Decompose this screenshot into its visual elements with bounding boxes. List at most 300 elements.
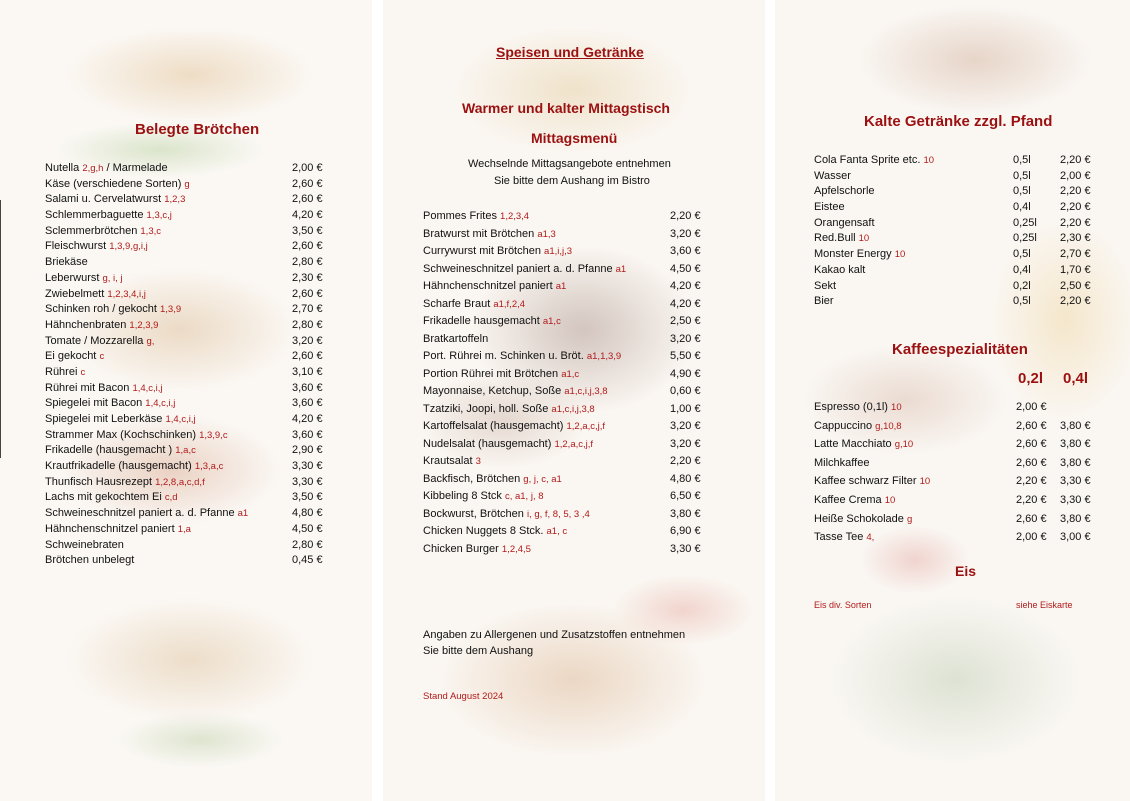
- item-name: Fleischwurst: [45, 240, 107, 253]
- menu-item-row: [45, 349, 335, 365]
- item-name: Latte Macchiato: [814, 438, 892, 451]
- item-price: 2,00 €: [292, 162, 323, 174]
- item-name: Schweinebraten: [45, 538, 124, 551]
- item-price: 3,10 €: [292, 365, 323, 378]
- item-name: Cola Fanta Sprite etc.: [814, 154, 921, 166]
- menu-item-label: [814, 153, 934, 169]
- item-name: Wasser: [814, 169, 851, 182]
- menu-item-row: [814, 216, 1104, 232]
- item-name: Ei gekocht: [45, 350, 97, 363]
- item-price: 2,80 €: [292, 538, 323, 551]
- item-price: 6,90 €: [670, 525, 701, 537]
- menu-item-row: [814, 437, 1104, 456]
- item-price: 2,20 €: [1060, 185, 1091, 198]
- item-name: Leberwurst: [45, 271, 100, 284]
- allergen-code: 10: [894, 249, 906, 261]
- coffee-section-title: Kaffeespezialitäten: [892, 341, 1028, 358]
- menu-item-label: [423, 314, 561, 330]
- item-size: 0,5l: [1013, 169, 1031, 182]
- menu-item-row: [45, 239, 335, 255]
- menu-item-label: [45, 255, 88, 271]
- menu-item-label: [814, 512, 912, 528]
- menu-item-label: [45, 522, 191, 538]
- menu-item-row: [423, 297, 713, 315]
- allergen-code: 1,2,3: [164, 194, 186, 206]
- menu-item-row: [423, 314, 713, 332]
- menu-item-row: [423, 472, 713, 490]
- item-price: 2,20 €: [1060, 201, 1091, 214]
- menu-item-row: [814, 474, 1104, 493]
- menu-item-label: [423, 209, 529, 225]
- allergen-code: 1,3,c,j: [146, 210, 172, 222]
- item-name: Salami u. Cervelatwurst: [45, 193, 162, 206]
- menu-item-row: [814, 400, 1104, 419]
- item-price: 0,60 €: [670, 385, 701, 397]
- item-price: 4,80 €: [292, 507, 323, 520]
- menu-item-row: [423, 419, 713, 437]
- allergen-code: 1,3,a,c: [194, 461, 224, 473]
- page-title: Speisen und Getränke: [496, 44, 644, 60]
- item-name: Sekt: [814, 279, 837, 292]
- menu-item-label: [423, 507, 590, 523]
- item-name: Kibbeling 8 Stck: [423, 490, 502, 502]
- item-name: Frikadelle hausgemacht: [423, 315, 540, 327]
- item-size: 0,25l: [1013, 232, 1037, 245]
- menu-item-row: [423, 542, 713, 560]
- menu-item-row: [45, 161, 335, 177]
- stand-date: Stand August 2024: [423, 691, 504, 702]
- item-name: Schweineschnitzel paniert a. d. Pfanne: [423, 262, 613, 275]
- item-price: 4,50 €: [670, 262, 701, 275]
- menu-item-label: [423, 262, 626, 278]
- allergen-code: c,d: [164, 492, 178, 504]
- menu-item-row: [814, 512, 1104, 531]
- menu-item-row: [814, 294, 1104, 310]
- item-name: Bockwurst, Brötchen: [423, 507, 524, 520]
- item-name: Scharfe Braut: [423, 297, 491, 310]
- menu-item-label: [45, 538, 124, 554]
- menu-item-label: [423, 367, 579, 383]
- item-price: 5,50 €: [670, 350, 701, 362]
- menu-item-label: [45, 334, 154, 350]
- allergen-code: c, a1, j, 8: [504, 491, 544, 502]
- menu-item-row: [423, 227, 713, 245]
- allergen-code: 4,: [866, 532, 875, 544]
- item-price-small: 2,60 €: [1016, 456, 1047, 469]
- allergen-code: a1: [237, 508, 249, 520]
- menu-item-label: [45, 475, 205, 491]
- allergen-code: a1,c,i,j,3,8: [564, 386, 608, 397]
- menu-item-label: [45, 381, 163, 397]
- menu-item-label: [814, 437, 913, 453]
- allergen-code: 1,3,9,c: [199, 429, 228, 441]
- item-price: 3,60 €: [292, 397, 323, 410]
- item-name: Spiegelei mit Leberkäse: [45, 413, 163, 425]
- menu-item-label: [814, 530, 874, 546]
- menu-item-row: [45, 192, 335, 208]
- menu-item-row: [45, 302, 335, 318]
- allergen-code: g,: [146, 335, 155, 347]
- ice-varieties: Eis div. Sorten: [814, 600, 872, 610]
- item-price: 0,45 €: [292, 554, 323, 567]
- ice-menu-ref: siehe Eiskarte: [1016, 600, 1073, 610]
- menu-item-label: [423, 332, 488, 348]
- allergen-code: c: [80, 366, 86, 378]
- menu-item-row: [45, 396, 335, 412]
- menu-item-row: [45, 506, 335, 522]
- item-name: Kartoffelsalat (hausgemacht): [423, 420, 564, 432]
- item-price: 4,90 €: [670, 367, 701, 380]
- item-name: Nudelsalat (hausgemacht): [423, 437, 552, 450]
- item-name: Apfelschorle: [814, 185, 875, 198]
- item-price: 2,70 €: [1060, 248, 1091, 261]
- lunch-menu-title: Mittagsmenü: [531, 130, 618, 146]
- item-price: 3,20 €: [670, 420, 701, 432]
- allergen-code: a1,3: [537, 228, 556, 240]
- menu-item-row: [814, 200, 1104, 216]
- item-name: Tasse Tee: [814, 531, 864, 544]
- menu-item-label: [423, 524, 567, 540]
- menu-item-row: [423, 402, 713, 420]
- allergen-code: g: [906, 513, 913, 525]
- menu-item-row: [45, 475, 335, 491]
- menu-item-row: [45, 428, 335, 444]
- item-price: 3,20 €: [670, 437, 701, 450]
- menu-item-row: [423, 367, 713, 385]
- menu-item-label: [45, 396, 175, 412]
- item-price-small: 2,60 €: [1016, 512, 1047, 525]
- item-size: 0,5l: [1013, 295, 1031, 308]
- item-name: Eistee: [814, 201, 845, 214]
- menu-item-label: [423, 454, 481, 470]
- menu-item-row: [423, 524, 713, 542]
- allergen-code: 10: [884, 494, 896, 506]
- menu-item-label: [814, 216, 875, 232]
- item-price: 4,20 €: [670, 297, 701, 310]
- item-price: 2,20 €: [1060, 154, 1091, 166]
- menu-item-row: [814, 263, 1104, 279]
- menu-item-label: [45, 177, 190, 193]
- allergen-code: 10: [923, 155, 935, 166]
- menu-item-row: [814, 493, 1104, 512]
- menu-item-label: [423, 419, 605, 435]
- lunch-note-line2: Sie bitte dem Aushang im Bistro: [494, 175, 650, 187]
- item-price: 4,50 €: [292, 522, 323, 535]
- item-size: 0,4l: [1013, 263, 1031, 276]
- item-name: Briekäse: [45, 256, 88, 269]
- item-price-small: 2,00 €: [1016, 401, 1047, 413]
- menu-item-label: [814, 247, 905, 263]
- menu-item-label: [814, 400, 902, 416]
- item-price: 4,20 €: [292, 413, 323, 425]
- allergen-code: a1,i,j,3: [544, 246, 573, 257]
- menu-item-row: [45, 443, 335, 459]
- allergen-code: 1,2,3,4: [500, 211, 530, 222]
- item-name: Hähnchenschnitzel paniert: [423, 280, 553, 292]
- menu-item-label: [423, 384, 608, 400]
- menu-item-row: [423, 437, 713, 455]
- item-price-large: 3,00 €: [1060, 531, 1091, 544]
- menu-item-row: [814, 247, 1104, 263]
- menu-item-label: [45, 490, 178, 506]
- allergen-code: 1,2,a,c,j,f: [554, 438, 594, 450]
- item-price: 3,20 €: [670, 227, 701, 240]
- menu-item-row: [423, 209, 713, 227]
- menu-item-label: [45, 553, 134, 569]
- menu-item-row: [45, 271, 335, 287]
- menu-item-row: [423, 489, 713, 507]
- item-name: Portion Rührei mit Brötchen: [423, 367, 559, 380]
- allergen-note-line1: Angaben zu Allergenen und Zusatzstoffen entnehmen: [423, 629, 686, 641]
- allergen-code: a1,c: [561, 368, 580, 380]
- menu-item-row: [423, 454, 713, 472]
- menu-item-label: [814, 493, 895, 509]
- item-price: 6,50 €: [670, 490, 701, 502]
- item-price-small: 2,20 €: [1016, 475, 1047, 488]
- allergen-code: 1,a: [177, 523, 191, 535]
- allergen-code: a1: [615, 263, 627, 275]
- menu-item-row: [814, 231, 1104, 247]
- menu-item-label: [45, 365, 85, 381]
- menu-item-row: [814, 279, 1104, 295]
- drinks-list: [814, 153, 1104, 310]
- lunch-list: [423, 209, 713, 559]
- item-price: 4,20 €: [292, 209, 323, 222]
- allergen-code: a1,c,i,j,3,8: [551, 403, 595, 415]
- allergen-code: g, i, j: [102, 272, 123, 284]
- allergen-code: 10: [919, 476, 931, 488]
- menu-item-label: [45, 161, 168, 177]
- item-size: 0,25l: [1013, 216, 1037, 229]
- menu-item-label: [814, 231, 869, 247]
- item-size: 0,4l: [1013, 201, 1031, 214]
- item-name: Zwiebelmett: [45, 287, 105, 300]
- item-price-large: 3,80 €: [1060, 512, 1091, 525]
- menu-item-row: [45, 522, 335, 538]
- item-price: 4,80 €: [670, 472, 701, 485]
- allergen-code: 1,2,3,4,i,j: [107, 288, 146, 300]
- menu-item-label: [45, 302, 181, 318]
- item-name: Mayonnaise, Ketchup, Soße: [423, 385, 562, 397]
- menu-item-label: [423, 437, 593, 453]
- item-price-small: 2,60 €: [1016, 419, 1047, 432]
- item-name: Hähnchenbraten: [45, 318, 127, 331]
- menu-item-label: [45, 506, 248, 522]
- menu-item-label: [423, 472, 562, 488]
- item-name: Kaffee Crema: [814, 493, 882, 506]
- item-price: 2,30 €: [292, 271, 323, 284]
- menu-item-row: [45, 459, 335, 475]
- item-name: Red.Bull: [814, 232, 856, 245]
- allergen-code: 10: [858, 233, 870, 245]
- item-price: 2,00 €: [1060, 169, 1091, 182]
- menu-item-row: [814, 456, 1104, 475]
- menu-item-row: [45, 538, 335, 554]
- menu-item-label: [814, 294, 834, 310]
- coffee-size-small: 0,2l: [1018, 370, 1044, 387]
- item-name: Krautfrikadelle (hausgemacht): [45, 460, 192, 473]
- allergen-code: g: [184, 178, 190, 190]
- menu-item-label: [45, 192, 185, 208]
- menu-item-row: [814, 153, 1104, 169]
- menu-item-label: [45, 459, 223, 475]
- item-name: Kakao kalt: [814, 263, 866, 276]
- menu-item-label: [45, 428, 228, 444]
- menu-item-row: [423, 332, 713, 350]
- menu-item-label: [814, 419, 902, 435]
- menu-item-label: [423, 542, 531, 558]
- menu-item-label: [423, 402, 595, 418]
- allergen-code: g,10: [894, 439, 914, 451]
- coffee-size-large: 0,4l: [1063, 370, 1089, 387]
- item-size: 0,5l: [1013, 154, 1031, 166]
- item-price: 2,20 €: [1060, 216, 1091, 229]
- item-price: 3,20 €: [670, 332, 701, 345]
- item-name: Nutella: [45, 162, 80, 174]
- item-price-small: 2,20 €: [1016, 493, 1047, 506]
- ice-section-title: Eis: [955, 563, 977, 579]
- item-name: Thunfisch Hausrezept: [45, 475, 152, 488]
- item-price: 2,50 €: [1060, 279, 1091, 292]
- allergen-code: 2,g,h: [82, 163, 104, 174]
- allergen-code: 1,4,c,i,j: [145, 398, 176, 410]
- item-price-large: 3,80 €: [1060, 456, 1091, 469]
- item-name: Port. Rührei m. Schinken u. Bröt.: [423, 350, 584, 362]
- bread-rolls-list: [45, 161, 335, 569]
- lunch-note-line1: Wechselnde Mittagsangebote entnehmen: [468, 158, 671, 170]
- item-price: 2,30 €: [1060, 232, 1091, 245]
- allergen-code: a1,f,2,4: [493, 298, 526, 310]
- menu-item-row: [423, 349, 713, 367]
- item-name: Bier: [814, 295, 834, 308]
- menu-item-label: [814, 184, 875, 200]
- item-price: 2,60 €: [292, 240, 323, 253]
- allergen-code: 1,2,4,5: [501, 543, 531, 555]
- item-name: Schinken roh / gekocht: [45, 303, 157, 316]
- menu-item-label: [45, 412, 196, 428]
- item-size: 0,5l: [1013, 185, 1031, 198]
- item-price-large: 3,30 €: [1060, 475, 1091, 488]
- item-price: 1,70 €: [1060, 263, 1091, 276]
- allergen-code: 1,3,c: [140, 225, 161, 237]
- menu-item-row: [814, 419, 1104, 438]
- item-price: 1,00 €: [670, 402, 701, 415]
- menu-item-label: [423, 489, 544, 505]
- menu-item-label: [814, 279, 836, 295]
- menu-item-row: [45, 208, 335, 224]
- item-price: 2,20 €: [1060, 295, 1091, 308]
- item-price-small: 2,60 €: [1016, 438, 1047, 451]
- allergen-code: 1,4,c,i,j: [165, 414, 196, 425]
- menu-item-row: [45, 224, 335, 240]
- item-name: Krautsalat: [423, 455, 473, 467]
- item-name: Schweineschnitzel paniert a. d. Pfanne: [45, 507, 235, 520]
- item-name-suffix: / Marmelade: [103, 162, 168, 174]
- allergen-code: c: [99, 351, 105, 363]
- menu-item-row: [45, 334, 335, 350]
- menu-item-label: [423, 349, 621, 365]
- menu-item-row: [423, 279, 713, 297]
- menu-item-label: [45, 208, 172, 224]
- item-price: 2,70 €: [292, 303, 323, 316]
- item-name: Tzatziki, Joopi, holl. Soße: [423, 402, 549, 415]
- item-price: 3,30 €: [292, 460, 323, 473]
- menu-item-label: [45, 224, 161, 240]
- menu-item-label: [45, 443, 196, 459]
- menu-item-row: [423, 384, 713, 402]
- item-size: 0,5l: [1013, 248, 1031, 261]
- item-price: 2,60 €: [292, 177, 323, 190]
- item-price: 2,50 €: [670, 315, 701, 327]
- item-price: 3,60 €: [670, 245, 701, 257]
- coffee-list: [814, 400, 1104, 549]
- menu-item-row: [423, 262, 713, 280]
- item-price-large: 3,30 €: [1060, 493, 1091, 506]
- menu-item-row: [45, 255, 335, 271]
- item-name: Tomate / Mozzarella: [45, 334, 144, 347]
- item-price: 2,60 €: [292, 350, 323, 363]
- menu-item-row: [45, 553, 335, 569]
- allergen-code: 1,3,9,g,i,j: [109, 241, 148, 253]
- allergen-code: 1,2,8,a,c,d,f: [155, 476, 205, 488]
- allergen-code: i, g, f, 8, 5, 3 ,4: [526, 508, 590, 520]
- item-price: 3,50 €: [292, 491, 323, 504]
- item-price-large: 3,80 €: [1060, 438, 1091, 451]
- item-price: 4,20 €: [670, 280, 701, 292]
- item-name: Hähnchenschnitzel paniert: [45, 522, 175, 535]
- item-name: Frikadelle (hausgemacht ): [45, 444, 173, 457]
- item-name: Spiegelei mit Bacon: [45, 397, 143, 410]
- menu-item-row: [814, 530, 1104, 549]
- item-price: 3,60 €: [292, 381, 323, 394]
- item-name: Schlemmerbaguette: [45, 209, 144, 222]
- menu-item-label: [45, 271, 123, 287]
- menu-item-label: [814, 169, 851, 185]
- item-price: 3,50 €: [292, 224, 323, 237]
- item-price-large: 3,80 €: [1060, 419, 1091, 432]
- menu-item-row: [45, 177, 335, 193]
- menu-item-label: [423, 227, 556, 243]
- item-name: Milchkaffee: [814, 456, 870, 469]
- allergen-code: a1: [555, 281, 567, 292]
- allergen-code: a1, c: [546, 526, 568, 537]
- item-price: 3,80 €: [670, 507, 701, 520]
- menu-item-label: [45, 239, 148, 255]
- allergen-code: g, j, c, a1: [523, 473, 562, 485]
- item-name: Brötchen unbelegt: [45, 554, 135, 567]
- allergen-note-line2: Sie bitte dem Aushang: [423, 645, 534, 657]
- item-price: 2,90 €: [292, 444, 323, 457]
- item-price: 2,80 €: [292, 318, 323, 331]
- item-name: Chicken Nuggets 8 Stck.: [423, 525, 544, 537]
- menu-item-row: [423, 507, 713, 525]
- item-name: Sclemmerbrötchen: [45, 224, 138, 237]
- item-name: Chicken Burger: [423, 542, 499, 555]
- allergen-code: 1,2,a,c,j,f: [566, 421, 606, 432]
- menu-item-row: [45, 318, 335, 334]
- item-name: Käse (verschiedene Sorten): [45, 177, 182, 190]
- item-name: Bratwurst mit Brötchen: [423, 227, 535, 240]
- item-name: Rührei mit Bacon: [45, 381, 130, 394]
- item-size: 0,2l: [1013, 279, 1031, 292]
- menu-item-label: [814, 263, 865, 279]
- item-price: 3,60 €: [292, 428, 323, 441]
- item-price: 3,30 €: [292, 475, 323, 488]
- item-name: Rührei: [45, 365, 78, 378]
- menu-item-label: [814, 474, 930, 490]
- allergen-code: a1,c: [542, 316, 561, 327]
- allergen-code: 1,3,9: [159, 304, 182, 316]
